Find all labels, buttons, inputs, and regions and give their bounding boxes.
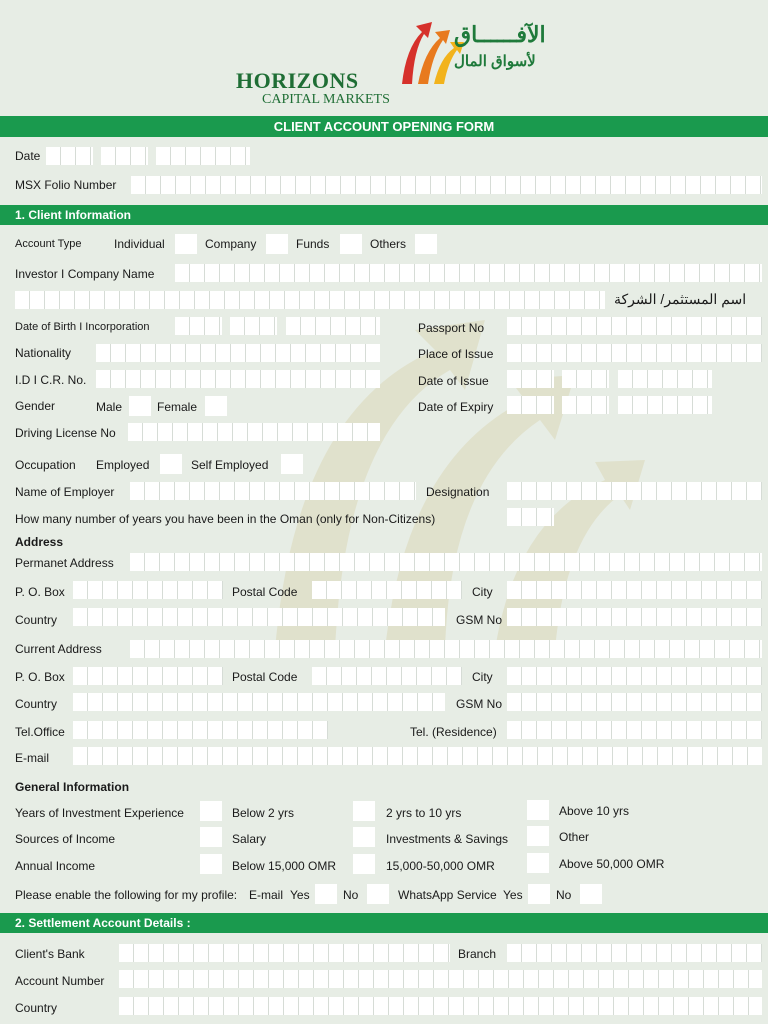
id-cr-field[interactable]: [96, 370, 380, 388]
employer-field[interactable]: [130, 482, 416, 500]
income-below15k-label: Below 15,000 OMR: [232, 859, 337, 873]
date-month-field[interactable]: [101, 147, 148, 165]
form-title-bar: [0, 116, 768, 137]
current-address-field[interactable]: [130, 640, 762, 658]
self-employed-label: Self Employed: [191, 458, 269, 472]
curr-city-field[interactable]: [507, 667, 762, 685]
curr-pobox-field[interactable]: [73, 667, 223, 685]
perm-pobox-field[interactable]: [73, 581, 223, 599]
investor-name-arabic-field[interactable]: [15, 291, 605, 309]
occupation-label: Occupation: [15, 458, 76, 472]
account-type-funds-label: Funds: [296, 237, 330, 251]
account-number-field[interactable]: [119, 970, 762, 988]
logo-name-line1: HORIZONS: [236, 68, 359, 93]
account-type-individual-label: Individual: [114, 237, 165, 251]
self-employed-checkbox[interactable]: [281, 454, 303, 474]
gender-label: Gender: [15, 399, 56, 413]
place-of-issue-field[interactable]: [507, 344, 762, 362]
dob-year-field[interactable]: [286, 317, 380, 335]
designation-field[interactable]: [507, 482, 762, 500]
perm-postal-field[interactable]: [312, 581, 462, 599]
account-number-label: Account Number: [15, 974, 105, 988]
sources-income-label: Sources of Income: [15, 832, 116, 846]
email-yes-label: Yes: [290, 888, 310, 902]
dob-month-field[interactable]: [230, 317, 277, 335]
income-below15k-checkbox[interactable]: [200, 854, 222, 874]
section1-title: 1. Client Information: [15, 208, 132, 222]
perm-pobox-label: P. O. Box: [15, 585, 65, 599]
section2-bar: [0, 913, 768, 933]
individual-checkbox[interactable]: [175, 234, 197, 254]
tel-office-field[interactable]: [73, 721, 328, 739]
funds-checkbox[interactable]: [340, 234, 362, 254]
investor-name-arabic-label: اسم المستثمر/ الشركة: [614, 291, 747, 307]
dob-label: Date of Birth I Incorporation: [15, 321, 150, 333]
source-investments-checkbox[interactable]: [353, 827, 375, 847]
curr-gsm-label: GSM No: [456, 697, 503, 711]
email-field[interactable]: [73, 747, 762, 765]
clients-bank-label: Client's Bank: [15, 947, 85, 961]
enable-profile-label: Please enable the following for my profile:: [15, 888, 238, 902]
source-other-label: Other: [559, 830, 590, 844]
date-of-expiry-label: Date of Expiry: [418, 400, 494, 414]
exp-2to10-checkbox[interactable]: [353, 801, 375, 821]
perm-country-label: Country: [15, 613, 58, 627]
income-15k-50k-label: 15,000-50,000 OMR: [386, 859, 495, 873]
investor-name-field[interactable]: [175, 264, 762, 282]
whatsapp-no-label: No: [556, 888, 572, 902]
investor-name-label: Investor I Company Name: [15, 267, 155, 281]
general-info-heading: General Information: [15, 780, 130, 794]
branch-label: Branch: [458, 947, 497, 961]
address-heading: Address: [15, 535, 64, 549]
account-type-others-label: Others: [370, 237, 407, 251]
logo: [232, 18, 546, 110]
others-checkbox[interactable]: [415, 234, 437, 254]
date-of-issue-year-field[interactable]: [618, 370, 712, 388]
email-no-label: No: [343, 888, 359, 902]
perm-gsm-field[interactable]: [507, 608, 762, 626]
section1-bar: [0, 205, 768, 225]
annual-income-label: Annual Income: [15, 859, 96, 873]
msx-folio-label: MSX Folio Number: [15, 178, 117, 192]
income-above50k-label: Above 50,000 OMR: [559, 857, 665, 871]
exp-2to10-label: 2 yrs to 10 yrs: [386, 806, 462, 820]
date-of-expiry-month-field[interactable]: [562, 396, 609, 414]
driving-license-label: Driving License No: [15, 426, 116, 440]
section2-title: 2. Settlement Account Details :: [15, 916, 191, 930]
perm-postal-label: Postal Code: [232, 585, 298, 599]
income-above50k-checkbox[interactable]: [527, 853, 549, 873]
account-type-company-label: Company: [205, 237, 257, 251]
tel-office-label: Tel.Office: [15, 725, 65, 739]
nationality-label: Nationality: [15, 346, 72, 360]
whatsapp-no-checkbox[interactable]: [580, 884, 602, 904]
exp-above10-label: Above 10 yrs: [559, 804, 630, 818]
curr-country-label: Country: [15, 697, 58, 711]
form-title: CLIENT ACCOUNT OPENING FORM: [273, 119, 495, 134]
nationality-field[interactable]: [96, 344, 380, 362]
years-in-oman-label: How many number of years you have been in the Oman (only for Non-Citizens): [15, 512, 436, 526]
employed-label: Employed: [96, 458, 150, 472]
company-checkbox[interactable]: [266, 234, 288, 254]
logo-name-line2: CAPITAL MARKETS: [262, 92, 390, 107]
income-15k-50k-checkbox[interactable]: [353, 854, 375, 874]
clients-bank-field[interactable]: [119, 944, 450, 962]
current-address-label: Current Address: [15, 642, 102, 656]
driving-license-field[interactable]: [128, 423, 380, 441]
permanent-address-field[interactable]: [130, 553, 762, 571]
passport-label: Passport No: [418, 321, 485, 335]
perm-country-field[interactable]: [73, 608, 445, 626]
logo-arabic-line1: الآفــــــاق: [454, 22, 546, 47]
date-of-expiry-day-field[interactable]: [507, 396, 554, 414]
curr-city-label: City: [472, 670, 493, 684]
source-investments-label: Investments & Savings: [386, 832, 509, 846]
date-day-field[interactable]: [46, 147, 93, 165]
perm-city-label: City: [472, 585, 493, 599]
whatsapp-yes-label: Yes: [503, 888, 523, 902]
male-checkbox[interactable]: [129, 396, 151, 416]
place-of-issue-label: Place of Issue: [418, 347, 494, 361]
email-yes-checkbox[interactable]: [315, 884, 337, 904]
source-salary-checkbox[interactable]: [200, 827, 222, 847]
permanent-address-label: Permanet Address: [15, 556, 114, 570]
employed-checkbox[interactable]: [160, 454, 182, 474]
whatsapp-label: WhatsApp Service: [398, 888, 497, 902]
msx-folio-field[interactable]: [131, 176, 762, 194]
employer-label: Name of Employer: [15, 485, 115, 499]
whatsapp-yes-checkbox[interactable]: [528, 884, 550, 904]
exp-below2-checkbox[interactable]: [200, 801, 222, 821]
date-of-expiry-year-field[interactable]: [618, 396, 712, 414]
passport-field[interactable]: [507, 317, 762, 335]
email-option-label: E-mail: [249, 888, 284, 902]
female-checkbox[interactable]: [205, 396, 227, 416]
settlement-country-field[interactable]: [119, 997, 762, 1015]
settlement-country-label: Country: [15, 1001, 58, 1015]
exp-above10-checkbox[interactable]: [527, 800, 549, 820]
logo-arabic-line2: لأسواق المال: [454, 53, 536, 70]
source-other-checkbox[interactable]: [527, 826, 549, 846]
perm-city-field[interactable]: [507, 581, 762, 599]
tel-residence-field[interactable]: [507, 721, 762, 739]
date-of-issue-month-field[interactable]: [562, 370, 609, 388]
exp-below2-label: Below 2 yrs: [232, 806, 295, 820]
curr-gsm-field[interactable]: [507, 693, 762, 711]
years-experience-label: Years of Investment Experience: [15, 806, 184, 820]
female-label: Female: [157, 400, 198, 414]
curr-pobox-label: P. O. Box: [15, 670, 65, 684]
email-label: E-mail: [15, 751, 50, 765]
dob-day-field[interactable]: [175, 317, 222, 335]
id-cr-label: I.D I C.R. No.: [15, 373, 87, 387]
email-no-checkbox[interactable]: [367, 884, 389, 904]
date-of-issue-label: Date of Issue: [418, 374, 489, 388]
date-of-issue-day-field[interactable]: [507, 370, 554, 388]
curr-postal-label: Postal Code: [232, 670, 298, 684]
date-year-field[interactable]: [156, 147, 250, 165]
source-salary-label: Salary: [232, 832, 267, 846]
curr-postal-field[interactable]: [312, 667, 462, 685]
perm-gsm-label: GSM No: [456, 613, 503, 627]
designation-label: Designation: [426, 485, 490, 499]
branch-field[interactable]: [507, 944, 762, 962]
male-label: Male: [96, 400, 123, 414]
tel-residence-label: Tel. (Residence): [410, 725, 497, 739]
curr-country-field[interactable]: [73, 693, 445, 711]
date-label: Date: [15, 149, 41, 163]
years-in-oman-field[interactable]: [507, 508, 554, 526]
account-type-label: Account Type: [15, 238, 82, 250]
